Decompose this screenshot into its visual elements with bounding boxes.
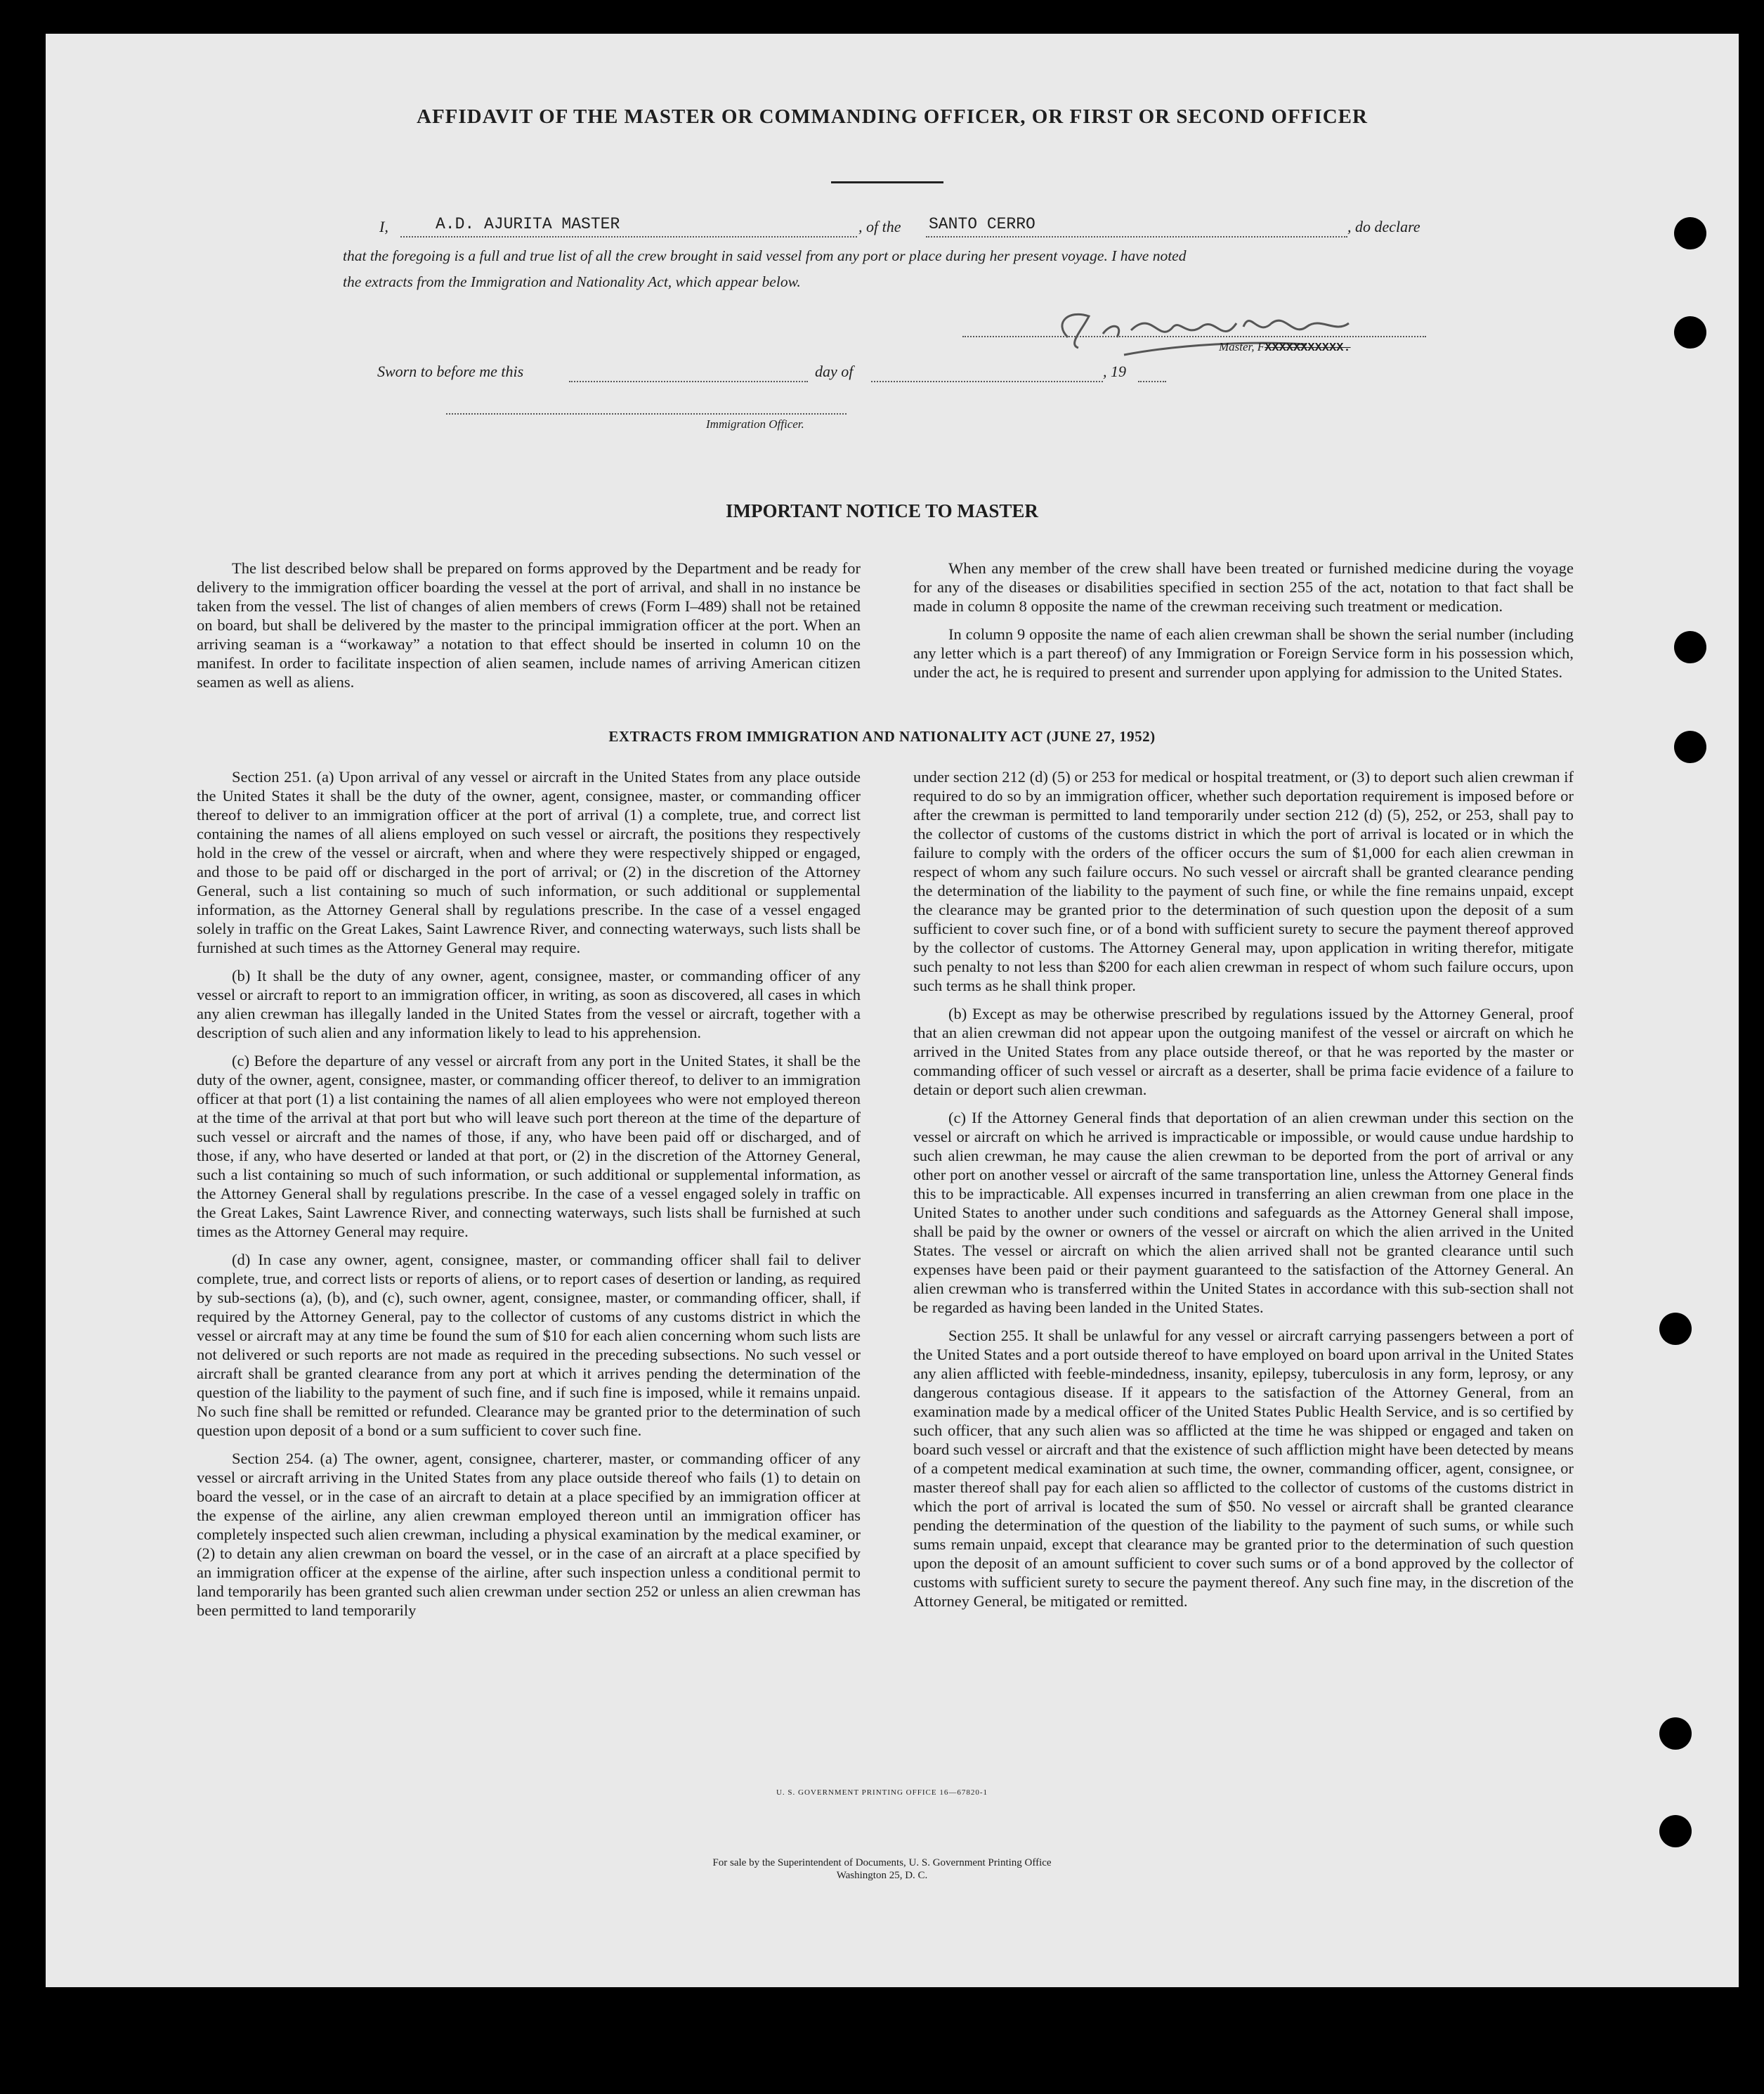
notice-right-column xyxy=(913,559,1574,691)
officer-signature-line xyxy=(446,413,847,415)
do-declare-label: , do declare xyxy=(1347,218,1420,235)
binder-hole xyxy=(1659,1717,1692,1750)
statute-paragraph: Section 251. (a) Upon arrival of any vessel or aircraft in the United States from any place outside the United States it shall be the duty of the owner, agent, consignee, master, or commanding officer thereof to deliver to an immigration officer at the port of arrival (1) a complete, true, and correct list containing the names of all aliens employed on such vessel or aircraft, the positions they respectively hold in the crew of the vessel or aircraft, when and where they were respectively shipped or engaged, and those to be paid off or discharged in the port of arrival; or (2) in the discretion of the Attorney General, such a list containing so much of such information, or such additional or supplemental information, as the Attorney General shall by regulations prescribe. In the case of a vessel engaged solely in traffic on the Great Lakes, Saint Lawrence River, and connecting waterways, such lists shall be furnished at such times as the Attorney General may require. xyxy=(197,768,861,956)
extracts-right-column xyxy=(913,767,1574,1620)
printing-office-imprint: U. S. GOVERNMENT PRINTING OFFICE 16—67820-1 xyxy=(776,1788,988,1797)
sworn-day-line xyxy=(569,381,808,382)
binder-hole xyxy=(1674,217,1706,249)
notice-paragraph: When any member of the crew shall have been treated or furnished medicine during the voyage for any of the diseases or disabilities specified in section 255 of the act, notation to that fact shall be made in column 8 opposite the name of the crewman receiving such treatment or medication. xyxy=(913,559,1574,615)
title-rule xyxy=(831,181,943,183)
vessel-name-line xyxy=(926,236,1347,238)
sale-notice: For sale by the Superintendent of Documents, U. S. Government Printing Office Washington 25, D. C. xyxy=(712,1857,1052,1881)
binder-hole xyxy=(1674,316,1706,349)
declaration-line-2: the extracts from the Immigration and Nationality Act, which appear below. xyxy=(343,273,801,290)
statute-paragraph: under section 212 (d) (5) or 253 for medical or hospital treatment, or (3) to deport such alien crewman if required to do so by an immigration officer, whether such deportation requirement is imposed before or after the crewman is permitted to land temporarily under section 212 (d) (5), 252, or 253, shall pay to the collector of customs of the customs district in which the port of arrival is located or in which the failure to comply with the orders of the officer occurs the sum of $1,000 for each alien crewman in respect of whom any such failure occurs. No such vessel or aircraft shall be granted clearance pending the determination of the liability to the payment of such fine, or while the fine remains unpaid, except the clearance may be granted prior to the determination of such question upon the deposit of a sum sufficient to cover such fine, or of a bond with sufficient surety to secure the payment thereof approved by the collector of customs. The Attorney General may, upon application in writing therefor, mitigate such penalty to not less than $200 for each alien crewman in respect of whom such failure occurs, upon such terms as he shall think proper. xyxy=(913,768,1574,994)
statute-paragraph: Section 255. It shall be unlawful for any vessel or aircraft carrying passengers between a port of the United States and a port outside thereof to have employed on board upon arrival in the United States any alien afflicted with feeble-mindedness, insanity, epilepsy, tuberculosis in any form, leprosy, or any dangerous contagious disease. If it appears to the satisfaction of the Attorney General, from an examination made by a medical officer of the United States Public Health Service, and is so certified by such officer, that any such alien was so afflicted at the time he was shipped or engaged and taken on board such vessel or aircraft and that the existence of such affliction might have been detected by means of a competent medical examination at such time, the owner, commanding officer, agent, consignee, or master thereof shall pay for each alien so afflicted to the collector of customs of the customs district in which the port of arrival is located the sum of $50. No vessel or aircraft shall be granted clearance pending the determination of the question of the liability to the payment of such sums, or while such sums remain unpaid, except that clearance may be granted prior to the determination of such question upon the deposit of an amount sufficient to cover such sums or of a bond approved by the collector of customs with sufficient surety to secure the payment thereof. Any such fine may, in the discretion of the Attorney General, be mitigated or remitted. xyxy=(913,1327,1574,1610)
of-the-label: , of the xyxy=(858,218,901,235)
statute-paragraph: (d) In case any owner, agent, consignee, master, or commanding officer shall fail to deliver complete, true, and correct lists or reports of aliens, or to report cases of desertion or landing, as required by sub-sections (a), (b), and (c), such owner, agent, consignee, master, or commanding officer, shall, if required by the Attorney General, pay to the collector of customs of any customs district in which the vessel or aircraft may at any time be found the sum of $10 for each alien concerning whom such lists are not delivered or such reports are not made as required in the preceding subsections. No such vessel or aircraft shall be granted clearance from any port at which it arrives pending the determination of the question of the liability to the payment of such fine, and if such fine is imposed, while it remains unpaid. No such fine shall be remitted or refunded. Clearance may be granted prior to the determination of such question upon deposit of a bond or a sum sufficient to cover such fine. xyxy=(197,1251,861,1439)
year-label: , 19 xyxy=(1103,363,1126,380)
notice-left-column xyxy=(197,559,861,701)
notice-paragraph: In column 9 opposite the name of each alien crewman shall be shown the serial number (including any letter which is a part thereof) of any Immigration or Foreign Service form in his possession which, under the act, he is required to present and surrender upon applying for admission to the United States. xyxy=(913,625,1574,681)
master-name-line xyxy=(400,236,857,238)
sworn-year-line xyxy=(1138,381,1166,382)
signature-caption: Master, FXXXXXXXXXXX. xyxy=(1219,340,1351,355)
statute-paragraph: (c) If the Attorney General finds that deportation of an alien crewman under this section on the vessel or aircraft on which he arrived is impracticable or impossible, or would cause undue hardship to such alien crewman, he may cause the alien crewman to be deported from the port of arrival or any other port on another vessel or aircraft of the same transportation line, unless the Attorney General finds this to be impracticable. All expenses incurred in transferring an alien crewman from one place in the United States to another under such conditions and safeguards as the Attorney General shall impose, shall be paid by the owner or owners of the vessel or aircraft on which the alien arrived in the United States. The vessel or aircraft on which the alien arrived shall not be granted clearance until such expenses have been paid or their payment guaranteed to the satisfaction of the Attorney General. An alien crewman who is transferred within the United States in accordance with this sub-section shall not be regarded as having been landed in the United States. xyxy=(913,1109,1574,1316)
day-of-label: day of xyxy=(815,363,854,380)
officer-caption: Immigration Officer. xyxy=(706,417,804,431)
master-name-field: A.D. AJURITA MASTER xyxy=(436,215,620,233)
master-signature xyxy=(1040,295,1405,372)
signature-line xyxy=(962,336,1426,337)
sworn-month-line xyxy=(871,381,1103,382)
statute-paragraph: (c) Before the departure of any vessel or aircraft from any port in the United States, it shall be the duty of the owner, agent, consignee, master, or commanding officer thereof, to deliver to an immigration officer at that port (1) a list containing the names of all alien employees who were not employed thereon at the time of the arrival at that port but who will leave such port thereon at the time of the departure of such vessel or aircraft and the names of those, if any, who have been paid off or discharged, and of those, if any, who have deserted or landed at that port, or (2) in the discretion of the Attorney General, such a list containing so much of such information, or such additional or supplemental information, as the Attorney General shall by regulations prescribe. In the case of a vessel engaged solely in traffic on the Great Lakes, Saint Lawrence River, and connecting waterways, such lists shall be furnished at such times as the Attorney General may require. xyxy=(197,1052,861,1240)
binder-hole xyxy=(1674,631,1706,663)
statute-paragraph: (b) Except as may be otherwise prescribed by regulations issued by the Attorney General, proof that an alien crewman did not appear upon the outgoing manifest of the vessel or aircraft on which he arrived in the United States from any place outside thereof, or that he was reported by the master or commanding officer of such vessel or aircraft as a deserter, shall be prima facie evidence of a failure to detain or deport such alien crewman. xyxy=(913,1005,1574,1098)
declaration-line-1: that the foregoing is a full and true list of all the crew brought in said vessel from any port or place during her present voyage. I have noted xyxy=(343,247,1187,264)
binder-hole xyxy=(1659,1313,1692,1345)
vessel-name-field: SANTO CERRO xyxy=(929,215,1035,233)
i-label: I, xyxy=(379,218,388,235)
statute-paragraph: Section 254. (a) The owner, agent, consignee, charterer, master, or commanding officer of any vessel or aircraft arriving in the United States from any place outside thereof who fails (1) to detain on board the vessel, or in the case of an aircraft to detain at a place specified by an immigration officer at the expense of the airline, any alien crewman employed thereon until an immigration officer has completely inspected such alien crewman, including a physical examination by the medical examiner, or (2) to detain any alien crewman on board the vessel, or in the case of an aircraft at a place specified by an immigration officer at the expense of the airline, after such inspection unless a conditional permit to land temporarily has been granted such alien crewman under section 252 or unless an alien crewman has been permitted to land temporarily xyxy=(197,1450,861,1619)
notice-title: IMPORTANT NOTICE TO MASTER xyxy=(726,500,1038,521)
affidavit-title: AFFIDAVIT OF THE MASTER OR COMMANDING OFFICER, OR FIRST OR SECOND OFFICER xyxy=(417,105,1368,128)
statute-paragraph: (b) It shall be the duty of any owner, agent, consignee, master, or commanding officer of any vessel or aircraft to report to an immigration officer, in writing, as soon as discovered, all cases in which any alien crewman has illegally landed in the United States from the vessel or aircraft, together with a description of such alien and any information likely to lead to his apprehension. xyxy=(197,967,861,1041)
sworn-label: Sworn to before me this xyxy=(377,363,524,380)
notice-paragraph: The list described below shall be prepared on forms approved by the Department and be ready for delivery to the immigration officer boarding the vessel at the port of arrival, and shall in no instance be taken from the vessel. The list of changes of alien members of crews (Form I–489) shall not be retained on board, but shall be delivered by the master to the principal immigration officer at the port. When an arriving seaman is a “workaway” a notation to that effect should be inserted in column 10 on the manifest. In order to facilitate inspection of alien seamen, include names of arriving American citizen seamen as well as aliens. xyxy=(197,559,861,691)
extracts-title: EXTRACTS FROM IMMIGRATION AND NATIONALITY ACT (JUNE 27, 1952) xyxy=(608,728,1156,745)
binder-hole xyxy=(1659,1815,1692,1847)
extracts-left-column xyxy=(197,767,861,1629)
